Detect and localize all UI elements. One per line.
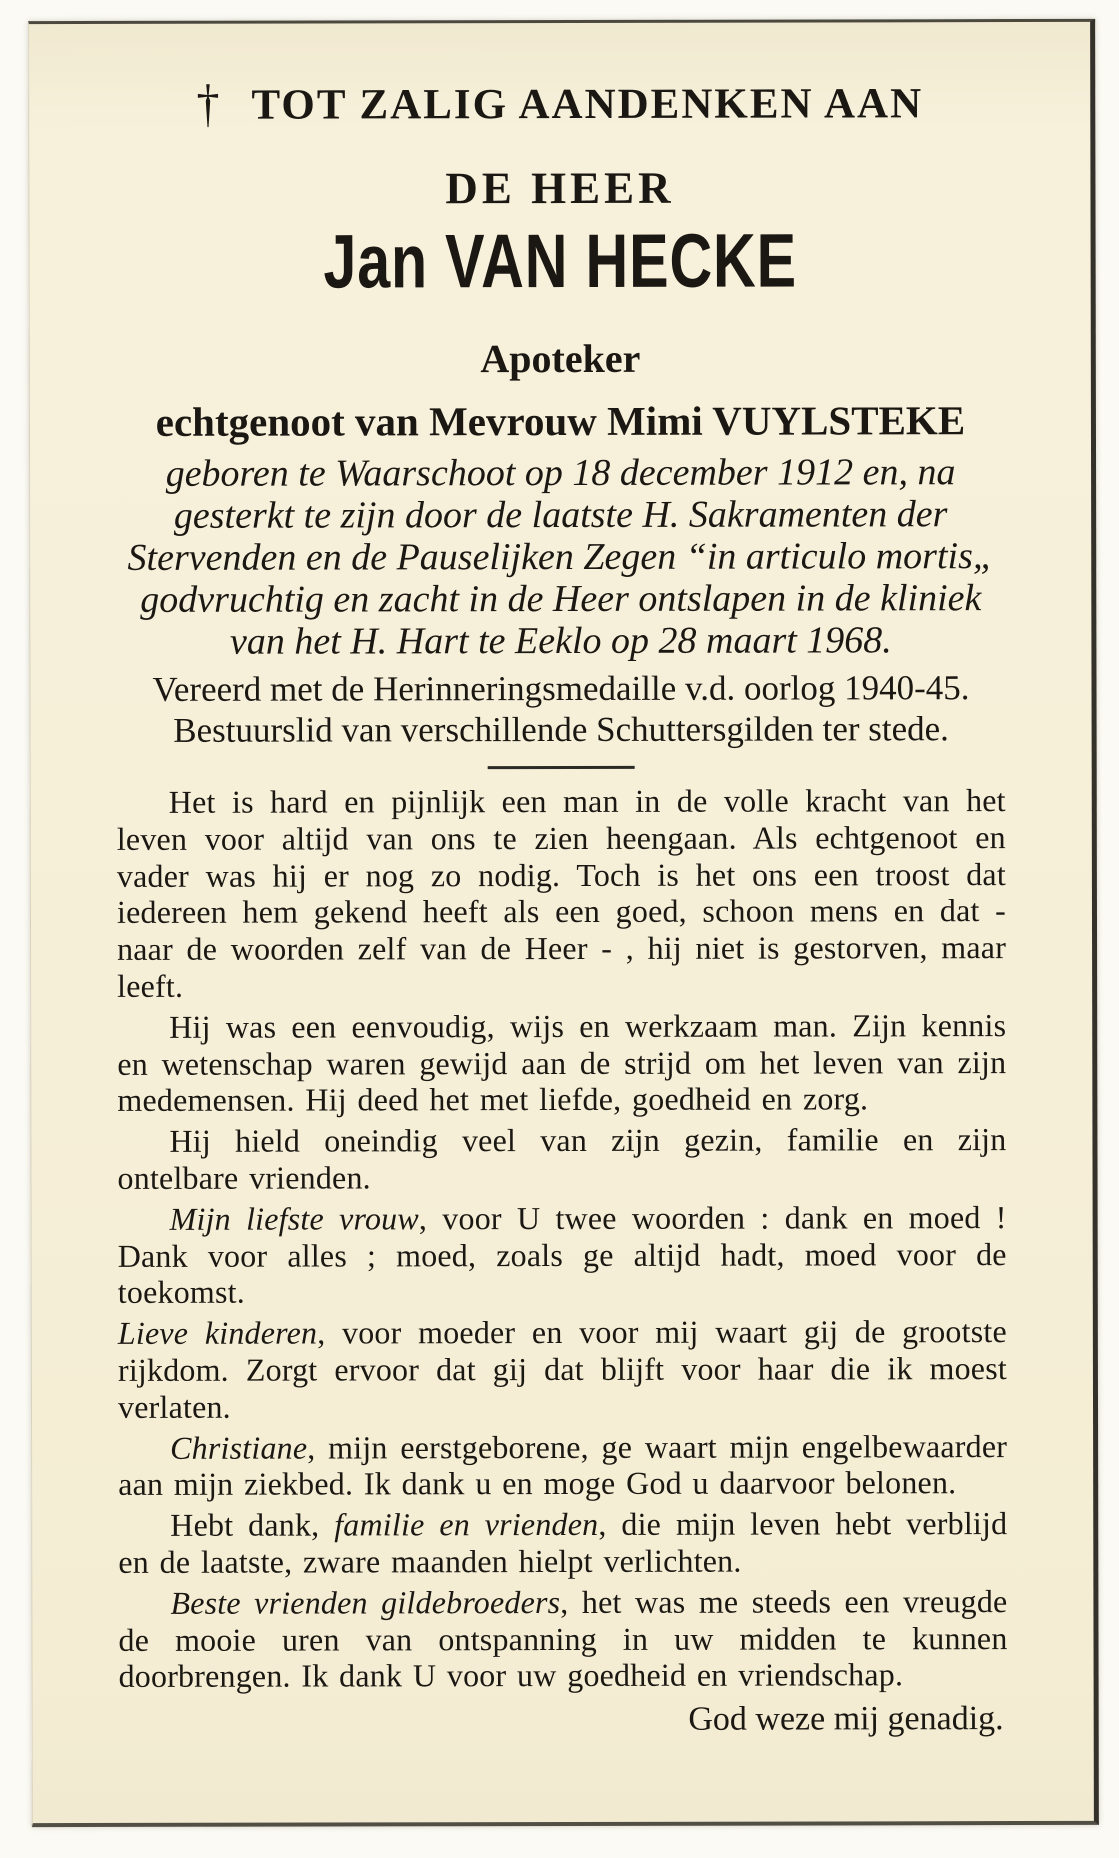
eulogy-text	[117, 782, 1008, 1695]
paragraph-6	[118, 1428, 1007, 1503]
paragraph-text: , het was me steeds een vreugde de mooie uren van ontspanning in uw midden te kunnen doorbrengen. Ik dank U voor uw goedheid en vriendschap.	[118, 1582, 1008, 1695]
memorial-title-line	[115, 73, 1004, 133]
biography-line: van het H. Hart te Eeklo op 28 maart 1968.	[229, 619, 892, 663]
address-family-friends: familie en vrienden	[334, 1506, 599, 1543]
honors-block	[116, 667, 1005, 751]
paragraph-3	[117, 1121, 1006, 1196]
memorial-card	[28, 19, 1099, 1827]
honorific-line: DE HEER	[445, 162, 675, 214]
paragraph-5	[118, 1313, 1007, 1425]
profession-line: Apoteker	[480, 335, 641, 382]
biography-block	[116, 451, 1005, 663]
address-wife: Mijn liefste vrouw	[169, 1200, 419, 1237]
paragraph-8	[118, 1583, 1007, 1695]
closing-line: God weze mij genadig.	[688, 1700, 1004, 1738]
paragraph-text: Hij was een eenvoudig, wijs en werkzaam man. Zijn kennis en wetenschap waren gewijd aan de strijd om het leven van zijn medemensen. Hij deed het met liefde, goedheid en zorg.	[117, 1006, 1007, 1119]
cross-icon: †	[196, 73, 222, 133]
biography-line: geboren te Waarschoot op 18 december 1912 en, na	[165, 451, 956, 495]
paragraph-1	[117, 782, 1006, 1005]
biography-line: gesterkt te zijn door de laatste H. Sakramenten der	[173, 493, 948, 537]
paragraph-text: , die mijn leven hebt verblijd en de laatste, zware maanden hielpt verlichten.	[118, 1505, 1008, 1580]
honors-line: Bestuurslid van verschillende Schuttersgilden ter stede.	[173, 709, 949, 750]
spouse-line: echtgenoot van Mevrouw Mimi VUYLSTEKE	[155, 397, 966, 445]
biography-line: godvruchtig en zacht in de Heer ontslapen in de kliniek	[140, 577, 982, 621]
deceased-name-text: Jan VAN HECKE	[323, 218, 797, 305]
paragraph-4	[118, 1199, 1007, 1311]
honors-line: Vereerd met de Herinneringsmedaille v.d. oorlog 1940-45.	[152, 668, 970, 709]
address-children: Lieve kinderen	[117, 1314, 318, 1352]
card-header	[115, 73, 1005, 445]
paragraph-text: , mijn eerstgeborene, ge waart mijn engelbewaarder aan mijn ziekbed. Ik dank u en moge God u daarvoor belonen.	[118, 1427, 1008, 1503]
memorial-title-text: TOT ZALIG AANDENKEN AAN	[251, 80, 924, 129]
address-christiane: Christiane	[170, 1429, 308, 1466]
paragraph-7	[118, 1505, 1007, 1580]
paragraph-text: , voor U twee woorden : dank en moed ! Dank voor alles ; moed, zoals ge altijd hadt, moed voor de toekomst.	[117, 1198, 1007, 1311]
paragraph-text: Hij hield oneindig veel van zijn gezin, familie en zijn ontelbare vrienden.	[117, 1121, 1007, 1196]
paragraph-text: Het is hard en pijnlijk een man in de volle kracht van het leven voor altijd van ons te zien heengaan. Als echtgenoot en vader was hij er nog zo nodig. Toch is het ons een troost dat iedereen hem gekend heeft als een goed, schoon mens en dat - naar de woorden zelf van de Heer - , hij niet is gestorven, maar leeft.	[116, 782, 1007, 1004]
paragraph-2	[117, 1007, 1006, 1119]
deceased-name	[116, 218, 1005, 327]
address-guild-brothers: Beste vrienden gildebroeders	[170, 1583, 561, 1621]
divider-rule	[488, 766, 635, 769]
paragraph-text: , voor moeder en voor mij waart gij de grootste rijkdom. Zorgt ervoor dat gij dat blijft voor haar die ik moest verlaten.	[117, 1313, 1007, 1425]
paragraph-text: Hebt dank,	[170, 1506, 335, 1543]
biography-line: Stervenden en de Pauselijken Zegen “in articulo mortis„	[127, 535, 995, 579]
